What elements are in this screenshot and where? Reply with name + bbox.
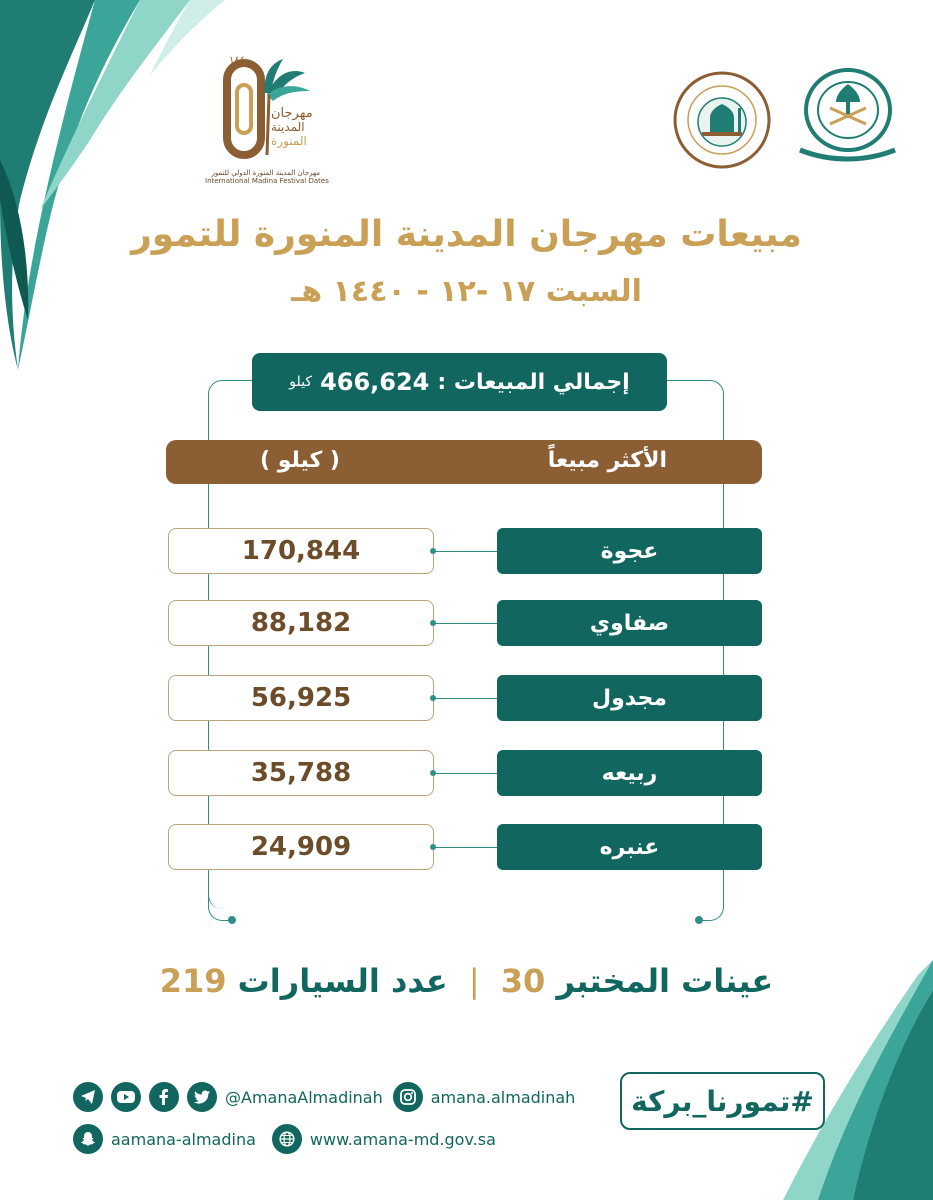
instagram-icon[interactable]	[393, 1082, 423, 1112]
social-row-1	[73, 1082, 575, 1112]
lab-value: 30	[500, 962, 546, 1000]
cars-value: 219	[159, 962, 227, 1000]
youtube-icon[interactable]	[111, 1082, 141, 1112]
row-name: صفاوي	[497, 600, 762, 646]
row-value: 24,909	[168, 824, 434, 870]
hashtag-badge: #تمورنا_بركة	[620, 1072, 825, 1130]
snapchat-handle[interactable]: aamana-almadina	[111, 1129, 256, 1149]
ministry-logo	[672, 70, 772, 170]
festival-logo	[205, 55, 329, 185]
stats-line	[0, 962, 933, 1000]
twitter-handle[interactable]: @AmanaAlmadinah	[225, 1087, 383, 1107]
telegram-icon[interactable]	[73, 1082, 103, 1112]
row-value: 170,844	[168, 528, 434, 574]
row-connector	[434, 623, 497, 624]
social-row-2	[73, 1124, 496, 1154]
svg-text:١٤٤٠: ١٤٤٠	[229, 55, 251, 66]
stats-separator: |	[468, 962, 480, 1000]
twitter-icon[interactable]	[187, 1082, 217, 1112]
row-value: 35,788	[168, 750, 434, 796]
row-connector	[434, 551, 497, 552]
total-value: 466,624	[320, 368, 430, 396]
facebook-icon[interactable]	[149, 1082, 179, 1112]
instagram-handle[interactable]: amana.almadinah	[430, 1087, 576, 1107]
row-connector	[434, 773, 497, 774]
page-title: مبيعات مهرجان المدينة المنورة للتمور	[131, 214, 802, 255]
row-name: ربيعه	[497, 750, 762, 796]
snapchat-icon[interactable]	[73, 1124, 103, 1154]
page-date: السبت ١٧ -١٢ - ١٤٤٠ هـ	[291, 274, 642, 309]
frame-right-dot	[695, 916, 703, 924]
header-value: ( كيلو )	[260, 448, 340, 473]
header-name: الأكثر مبيعاً	[547, 448, 667, 473]
website-link[interactable]: www.amana-md.gov.sa	[309, 1129, 496, 1149]
frame-left-dot	[228, 916, 236, 924]
svg-text:مهرجان: مهرجان	[271, 106, 313, 121]
total-sales-box	[252, 353, 667, 411]
row-connector	[434, 698, 497, 699]
globe-icon[interactable]	[272, 1124, 302, 1154]
row-connector	[434, 847, 497, 848]
table-header	[166, 440, 762, 484]
row-value: 56,925	[168, 675, 434, 721]
palm-icon	[205, 55, 320, 165]
festival-caption-en: International Madina Festival Dates	[205, 177, 329, 185]
emblem-logo	[790, 62, 905, 172]
total-unit: كيلو	[289, 374, 313, 390]
total-label: إجمالي المبيعات :	[437, 369, 630, 395]
festival-caption-ar: مهرجان المدينة المنورة الدولي للتمور	[211, 169, 320, 177]
cars-label: عدد السيارات	[237, 962, 448, 1000]
row-name: عنبره	[497, 824, 762, 870]
svg-text:المنورة: المنورة	[271, 134, 307, 148]
row-value: 88,182	[168, 600, 434, 646]
leaf-decoration-top-left	[0, 0, 230, 380]
row-name: مجدول	[497, 675, 762, 721]
row-name: عجوة	[497, 528, 762, 574]
lab-label: عينات المختبر	[556, 962, 774, 1000]
svg-text:المدينة: المدينة	[271, 120, 305, 134]
